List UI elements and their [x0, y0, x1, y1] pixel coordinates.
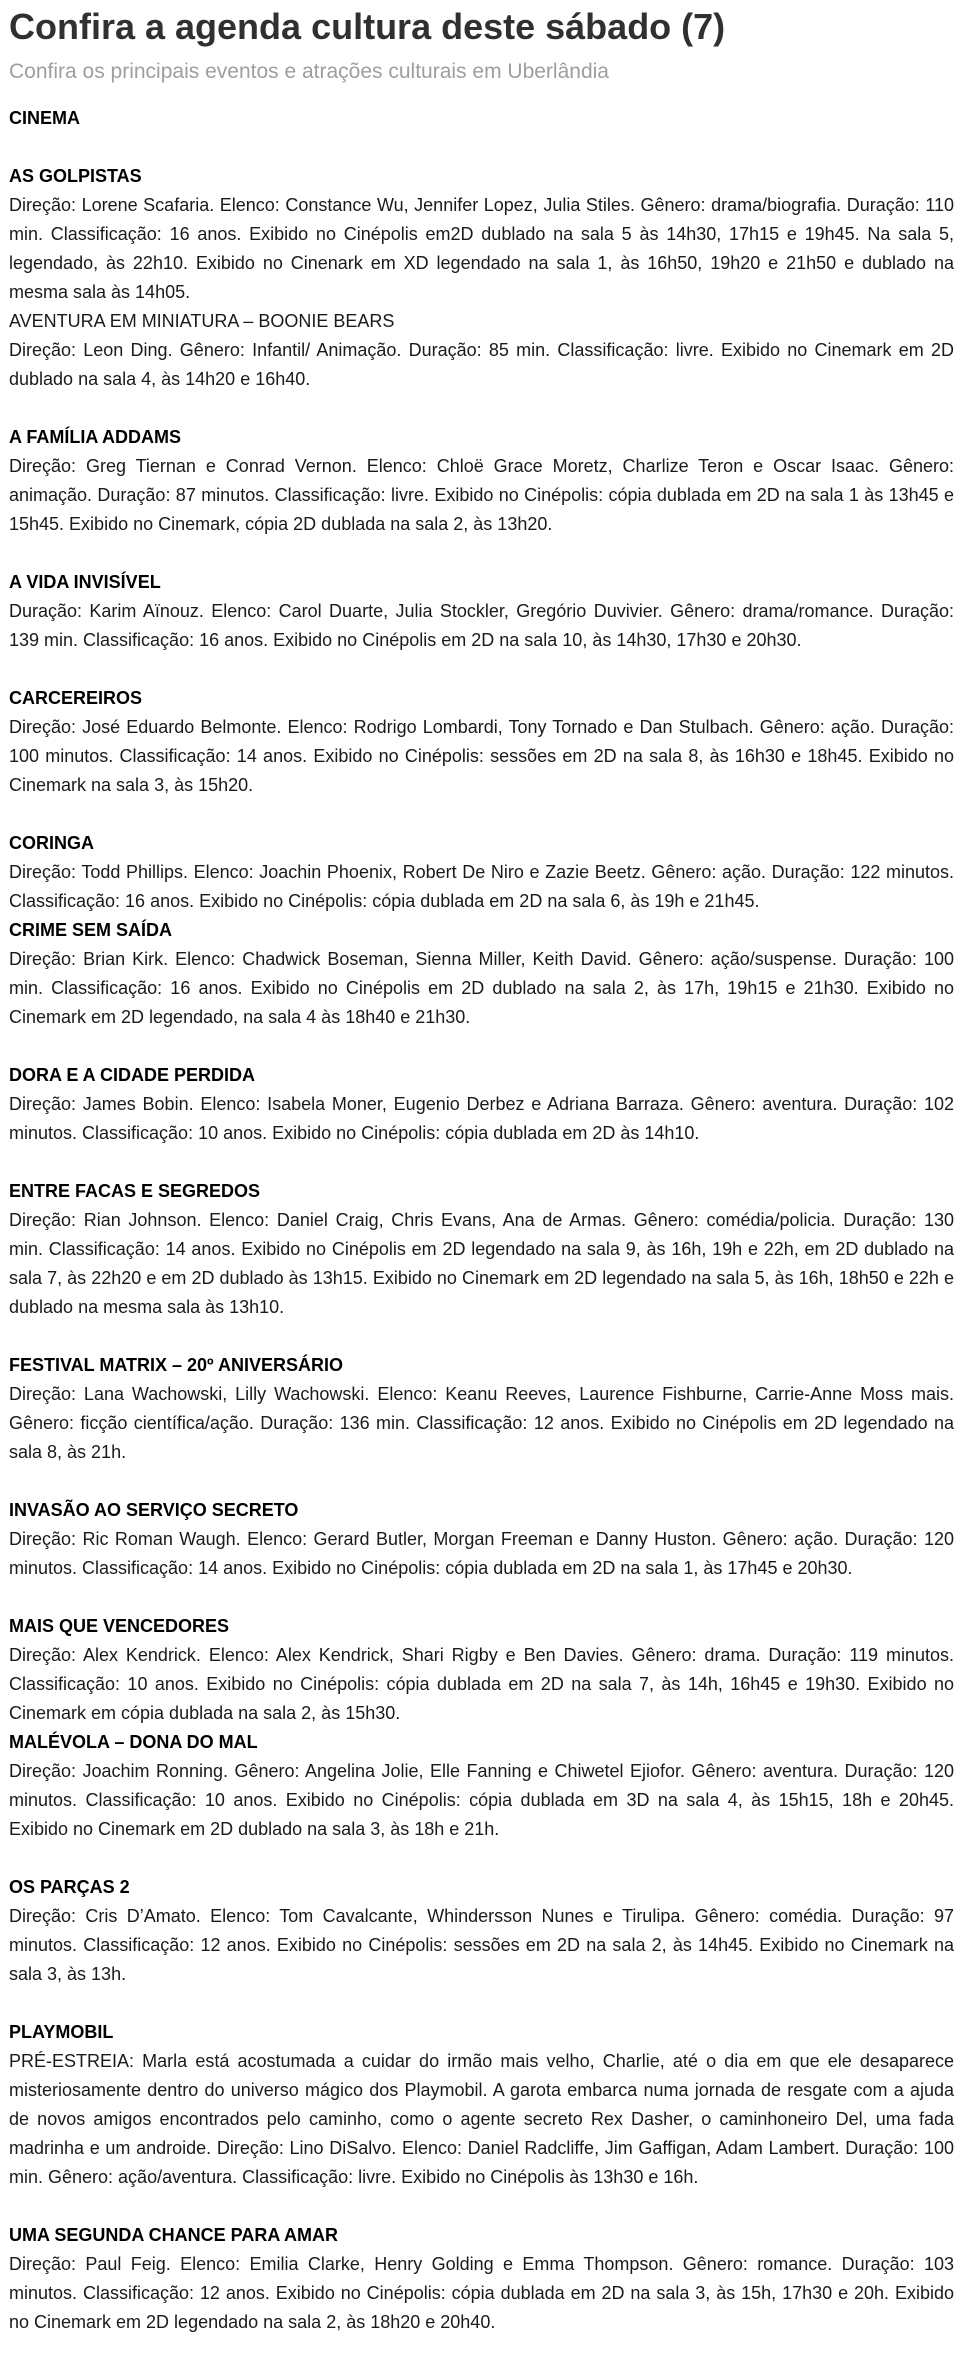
movie-description: Direção: James Bobin. Elenco: Isabela Moner, Eugenio Derbez e Adriana Barraza. Gênero: aventura. Duração: 102 minutos. Classificação: 10 anos. Exibido no Cinépolis: cópia dublada em 2D às 14h10. [9, 1093, 954, 1143]
movie-section [9, 1351, 954, 1467]
movie-title: OS PARÇAS 2 [9, 1876, 130, 1897]
movie-section [9, 2221, 954, 2337]
movie-description: Direção: Paul Feig. Elenco: Emilia Clarke, Henry Golding e Emma Thompson. Gênero: romance. Duração: 103 minutos. Classificação: 12 anos. Exibido no Cinépolis: cópia dublada em 2D na sala 3, às 15h, 17h30 e 20h. Exibido no Cinemark em 2D legendado na sala 2, às 18h20 e 20h40. [9, 2253, 954, 2332]
movie-listings [9, 162, 954, 2337]
article-title: Confira a agenda cultura deste sábado (7) [9, 6, 726, 47]
movie-section [9, 1061, 954, 1148]
movie-title: CRIME SEM SAÍDA [9, 919, 173, 940]
movie-description: Direção: Rian Johnson. Elenco: Daniel Craig, Chris Evans, Ana de Armas. Gênero: comédia/policia. Duração: 130 min. Classificação: 14 anos. Exibido no Cinépolis em 2D legendado na sala 9, às 16h, 19h e 22h, em 2D dublado na sala 7, às 22h20 e em 2D dublado às 13h15. Exibido no Cinemark em 2D legendado na sala 5, às 16h, 18h50 e 22h e dublado na mesma sala às 13h10. [9, 1209, 954, 1317]
movie-section [9, 916, 954, 1032]
movie-section [9, 1496, 954, 1583]
movie-title: FESTIVAL MATRIX – 20º ANIVERSÁRIO [9, 1354, 343, 1375]
movie-description: Direção: Lorene Scafaria. Elenco: Constance Wu, Jennifer Lopez, Julia Stiles. Gênero: drama/biografia. Duração: 110 min. Classificação: 16 anos. Exibido no Cinépolis em2D dublado na sala 5 às 14h30, 17h15 e 19h45. Na sala 5, legendado, às 22h10. Exibido no Cinenark em XD legendado na sala 1, às 16h50, 19h20 e 21h50 e dublado na mesma sala às 14h05. [9, 194, 954, 302]
movie-section [9, 829, 954, 916]
movie-title: INVASÃO AO SERVIÇO SECRETO [9, 1499, 299, 1520]
movie-title: CARCEREIROS [9, 687, 143, 708]
movie-section [9, 1612, 954, 1728]
movie-description: Direção: José Eduardo Belmonte. Elenco: Rodrigo Lombardi, Tony Tornado e Dan Stulbach. Gênero: ação. Duração: 100 minutos. Classificação: 14 anos. Exibido no Cinépolis: sessões em 2D na sala 8, às 16h30 e 18h45. Exibido no Cinemark na sala 3, às 15h20. [9, 716, 954, 795]
movie-subheading: AVENTURA EM MINIATURA – BOONIE BEARS [9, 310, 395, 331]
movie-title: MALÉVOLA – DONA DO MAL [9, 1731, 258, 1752]
movie-description: Direção: Alex Kendrick. Elenco: Alex Kendrick, Shari Rigby e Ben Davies. Gênero: drama. Duração: 119 minutos. Classificação: 10 anos. Exibido no Cinépolis: cópia dublada em 2D na sala 7, às 14h, 16h45 e 19h30. Exibido no Cinemark em cópia dublada na sala 2, às 15h30. [9, 1644, 954, 1723]
movie-description: Direção: Cris D’Amato. Elenco: Tom Cavalcante, Whindersson Nunes e Tirulipa. Gênero: comédia. Duração: 97 minutos. Classificação: 12 anos. Exibido no Cinépolis: sessões em 2D na sala 2, às 14h45. Exibido no Cinemark na sala 3, às 13h. [9, 1905, 954, 1984]
movie-title: A FAMÍLIA ADDAMS [9, 426, 181, 447]
movie-title: UMA SEGUNDA CHANCE PARA AMAR [9, 2224, 338, 2245]
movie-section [9, 2018, 954, 2192]
movie-section [9, 162, 954, 394]
article-subtitle: Confira os principais eventos e atrações culturais em Uberlândia [9, 60, 609, 84]
movie-title: DORA E A CIDADE PERDIDA [9, 1064, 256, 1085]
category-heading: CINEMA [9, 107, 80, 128]
movie-title: A VIDA INVISÍVEL [9, 571, 161, 592]
movie-title: MAIS QUE VENCEDORES [9, 1615, 230, 1636]
movie-description: PRÉ-ESTREIA: Marla está acostumada a cuidar do irmão mais velho, Charlie, até o dia em que ele desaparece misteriosamente dentro do universo mágico dos Playmobil. A garota embarca numa jornada de resgate com a ajuda de novos amigos encontrados pelo caminho, como o agente secreto Rex Dasher, o caminhoneiro Del, uma fada madrinha e um androide. Direção: Lino DiSalvo. Elenco: Daniel Radcliffe, Jim Gaffigan, Adam Lambert. Duração: 100 min. Gênero: ação/aventura. Classificação: livre. Exibido no Cinépolis às 13h30 e 16h. [9, 2050, 954, 2187]
movie-description: Direção: Brian Kirk. Elenco: Chadwick Boseman, Sienna Miller, Keith David. Gênero: ação/suspense. Duração: 100 min. Classificação: 16 anos. Exibido no Cinépolis em 2D dublado na sala 2, às 17h, 19h15 e 21h30. Exibido no Cinemark em 2D legendado, na sala 4 às 18h40 e 21h30. [9, 948, 954, 1027]
movie-section [9, 568, 954, 655]
movie-description: Direção: Todd Phillips. Elenco: Joachin Phoenix, Robert De Niro e Zazie Beetz. Gênero: ação. Duração: 122 minutos. Classificação: 16 anos. Exibido no Cinépolis: cópia dublada em 2D na sala 6, às 19h e 21h45. [9, 861, 954, 911]
movie-title: AS GOLPISTAS [9, 165, 142, 186]
movie-description: Direção: Leon Ding. Gênero: Infantil/ Animação. Duração: 85 min. Classificação: livre. Exibido no Cinemark em 2D dublado na sala 4, às 14h20 e 16h40. [9, 339, 954, 389]
movie-section [9, 684, 954, 800]
movie-section [9, 1728, 954, 1844]
movie-section [9, 1177, 954, 1322]
movie-description: Direção: Lana Wachowski, Lilly Wachowski. Elenco: Keanu Reeves, Laurence Fishburne, Carrie-Anne Moss mais. Gênero: ficção científica/ação. Duração: 136 min. Classificação: 12 anos. Exibido no Cinépolis em 2D legendado na sala 8, às 21h. [9, 1383, 954, 1462]
movie-description: Direção: Ric Roman Waugh. Elenco: Gerard Butler, Morgan Freeman e Danny Huston. Gênero: ação. Duração: 120 minutos. Classificação: 14 anos. Exibido no Cinépolis: cópia dublada em 2D na sala 1, às 17h45 e 20h30. [9, 1528, 954, 1578]
movie-title: PLAYMOBIL [9, 2021, 114, 2042]
movie-section [9, 1873, 954, 1989]
movie-section [9, 423, 954, 539]
movie-title: CORINGA [9, 832, 94, 853]
movie-description: Duração: Karim Aïnouz. Elenco: Carol Duarte, Julia Stockler, Gregório Duvivier. Gênero: drama/romance. Duração: 139 min. Classificação: 16 anos. Exibido no Cinépolis em 2D na sala 10, às 14h30, 17h30 e 20h30. [9, 600, 954, 650]
movie-description: Direção: Joachim Ronning. Gênero: Angelina Jolie, Elle Fanning e Chiwetel Ejiofor. Gênero: aventura. Duração: 120 minutos. Classificação: 10 anos. Exibido no Cinépolis: cópia dublada em 3D na sala 4, às 15h15, 18h e 20h45. Exibido no Cinemark em 2D dublado na sala 3, às 18h e 21h. [9, 1760, 954, 1839]
movie-title: ENTRE FACAS E SEGREDOS [9, 1180, 261, 1201]
movie-description: Direção: Greg Tiernan e Conrad Vernon. Elenco: Chloë Grace Moretz, Charlize Teron e Oscar Isaac. Gênero: animação. Duração: 87 minutos. Classificação: livre. Exibido no Cinépolis: cópia dublada em 2D na sala 1 às 13h45 e 15h45. Exibido no Cinemark, cópia 2D dublada na sala 2, às 13h20. [9, 455, 954, 534]
